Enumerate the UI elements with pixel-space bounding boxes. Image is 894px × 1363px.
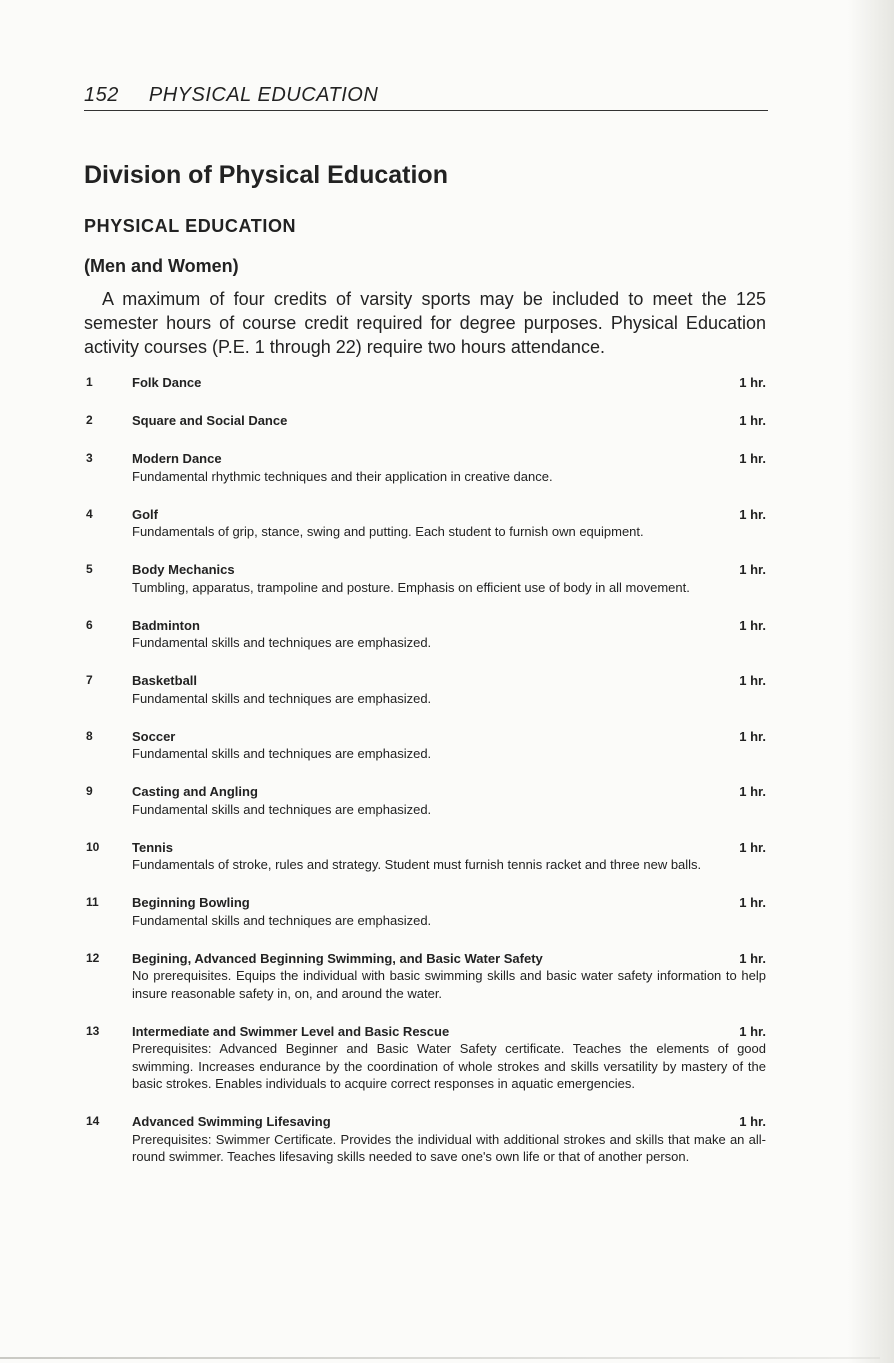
course-heading [132,506,766,524]
page-number: 152 [84,84,119,106]
course-title: Body Mechanics [132,562,235,577]
course-description: Fundamental skills and techniques are emphasized. [132,635,432,650]
running-head [84,84,768,111]
course-credit: 1 hr. [739,413,766,428]
course-credit: 1 hr. [739,784,766,799]
course-body [132,950,766,1003]
course-credit: 1 hr. [739,451,766,466]
course-body [132,617,766,652]
course-number: 3 [86,451,93,465]
course-title: Casting and Angling [132,784,258,799]
course-entry [84,672,766,707]
course-entry [84,450,766,485]
course-entry [84,894,766,929]
course-title: Tennis [132,839,173,855]
course-entry [84,374,766,392]
course-number: 1 [86,375,93,389]
course-number: 10 [86,839,100,854]
bottom-rule [0,1357,880,1359]
course-number: 6 [86,617,93,632]
course-title: Square and Social Dance [132,413,288,428]
course-number: 13 [86,1023,100,1038]
course-title: Basketball [132,673,198,688]
division-title: Division of Physical Education [84,161,448,189]
course-number: 7 [86,673,93,687]
course-credit: 1 hr. [739,673,766,688]
course-description: Fundamental skills and techniques are emphasized. [132,801,432,817]
course-title: Folk Dance [132,375,202,390]
course-heading [132,561,766,579]
course-heading [132,374,766,392]
course-entry [84,728,766,763]
intro-paragraph: A maximum of four credits of varsity sports may be included to meet the 125 semester hours of course credit required for degree purposes. Physical Education activity courses (P.E. 1 through 22) require two hours attendance. [84,289,766,357]
course-credit: 1 hr. [739,950,766,966]
course-number: 4 [86,506,93,521]
course-description: Prerequisites: Swimmer Certificate. Provides the individual with additional strokes and skills that make an all-round swimmer. Teaches lifesaving skills needed to save one's own life or that of another person. [132,1131,766,1164]
course-credit: 1 hr. [739,728,766,744]
running-section: PHYSICAL EDUCATION [148,84,379,106]
course-description: Prerequisites: Advanced Beginner and Basic Water Safety certificate. Teaches the elements of good swimming. Increases endurance by the coordination of whole strokes and skills versatility by mastery of the basic strokes. Enables individuals to acquire correct responses in aquatic emergencies. [132,1041,766,1091]
course-entry [84,950,766,1003]
course-body [132,894,766,929]
course-number: 11 [86,895,99,909]
audience-subtitle: (Men and Women) [84,256,239,276]
course-entry [84,1023,766,1093]
course-heading [132,1023,766,1041]
course-body [132,839,766,874]
course-body [132,1023,766,1093]
course-description: Fundamental skills and techniques are emphasized. [132,912,432,928]
course-title: Advanced Swimming Lifesaving [132,1114,331,1129]
course-body [132,450,766,485]
course-heading [132,1113,766,1131]
page-edge-shadow [848,0,894,1363]
course-title: Badminton [132,617,200,633]
course-description: Fundamentals of stroke, rules and strategy. Student must furnish tennis racket and three new balls. [132,857,702,872]
course-description: Fundamental skills and techniques are emphasized. [132,746,432,761]
course-heading [132,672,766,690]
course-description: No prerequisites. Equips the individual with basic swimming skills and basic water safety information to help insure reasonable safety in, on, and around the water. [132,968,766,1001]
course-number: 8 [86,728,93,743]
course-description: Fundamental rhythmic techniques and their application in creative dance. [132,468,553,484]
course-body [132,728,766,763]
course-number: 5 [86,562,93,576]
course-number: 14 [86,1114,100,1128]
course-body [132,412,766,430]
course-heading [132,450,766,468]
course-heading [132,783,766,801]
course-credit: 1 hr. [739,506,766,522]
course-credit: 1 hr. [739,1114,766,1129]
course-entry [84,412,766,430]
course-number: 12 [86,950,100,965]
course-title: Beginning Bowling [132,895,250,910]
course-description: Fundamentals of grip, stance, swing and putting. Each student to furnish own equipment. [132,524,644,539]
course-credit: 1 hr. [739,375,766,390]
course-entry [84,561,766,596]
course-heading [132,617,766,635]
course-title: Intermediate and Swimmer Level and Basic Rescue [132,1023,450,1039]
course-body [132,506,766,541]
course-body [132,1113,766,1166]
course-heading [132,950,766,968]
course-entry [84,506,766,541]
course-title: Modern Dance [132,451,222,466]
course-list [84,374,766,1186]
course-entry [84,783,766,818]
course-body [132,374,766,392]
department-title: PHYSICAL EDUCATION [84,216,297,236]
course-heading [132,839,766,857]
course-description: Fundamental skills and techniques are emphasized. [132,690,432,706]
course-number: 9 [86,784,93,798]
course-body [132,783,766,818]
course-description: Tumbling, apparatus, trampoline and posture. Emphasis on efficient use of body in all movement. [132,579,690,595]
course-title: Golf [132,506,158,522]
course-credit: 1 hr. [739,839,766,855]
course-number: 2 [86,413,93,427]
course-credit: 1 hr. [739,895,766,910]
course-body [132,672,766,707]
course-entry [84,839,766,874]
course-entry [84,617,766,652]
course-heading [132,728,766,746]
course-title: Begining, Advanced Beginning Swimming, and Basic Water Safety [132,950,543,966]
course-entry [84,1113,766,1166]
course-credit: 1 hr. [739,1023,766,1039]
course-body [132,561,766,596]
course-credit: 1 hr. [739,617,766,633]
course-heading [132,412,766,430]
course-credit: 1 hr. [739,562,766,577]
course-heading [132,894,766,912]
course-title: Soccer [132,728,176,744]
